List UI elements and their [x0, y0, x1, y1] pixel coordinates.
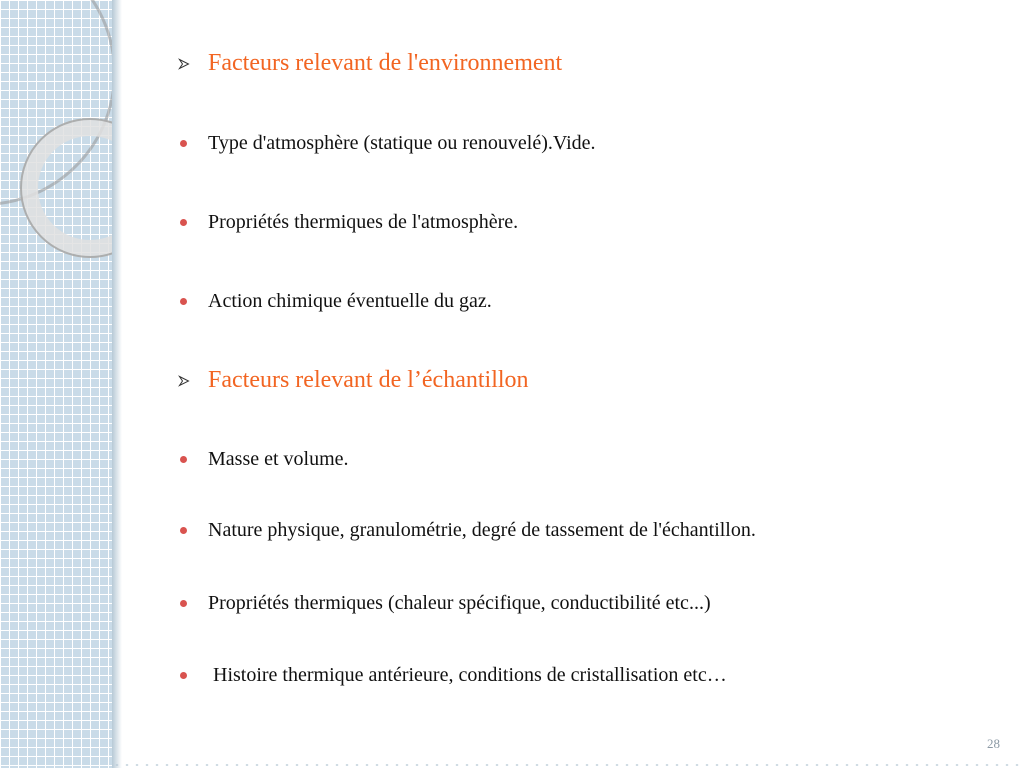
section-heading-text: Facteurs relevant de l'environnement [208, 50, 563, 76]
section-heading-environment [178, 50, 562, 77]
list-item [178, 132, 596, 155]
section-heading-sample [178, 367, 529, 394]
list-item [178, 290, 492, 313]
bullet-dot-icon [180, 600, 187, 607]
bullet-dot-icon [180, 672, 187, 679]
arrow-right-outline-icon [178, 375, 208, 387]
list-item-text: Type d'atmosphère (statique ou renouvelé).Vide. [208, 132, 596, 154]
list-item [178, 592, 711, 615]
bullet-dot-icon [180, 140, 187, 147]
bullet-dot-icon [180, 527, 187, 534]
arrow-right-outline-icon [178, 58, 208, 70]
bullet-dot-icon [180, 219, 187, 226]
section-heading-text: Facteurs relevant de l’échantillon [208, 367, 529, 393]
page-number: 28 [987, 736, 1000, 751]
list-item [178, 448, 349, 471]
list-item-text: Action chimique éventuelle du gaz. [208, 290, 492, 312]
list-item-text: Nature physique, granulométrie, degré de tassement de l'échantillon. [208, 519, 756, 541]
bullet-dot-icon [180, 298, 187, 305]
list-item-text: Masse et volume. [208, 448, 349, 470]
list-item-text: Propriétés thermiques de l'atmosphère. [208, 211, 519, 233]
list-item [178, 519, 756, 542]
list-item-text: Histoire thermique antérieure, conditions de cristallisation etc… [208, 664, 727, 686]
list-item [178, 664, 727, 687]
list-item [178, 211, 518, 234]
bullet-dot-icon [180, 456, 187, 463]
list-item-text: Propriétés thermiques (chaleur spécifique, conductibilité etc...) [208, 592, 711, 614]
